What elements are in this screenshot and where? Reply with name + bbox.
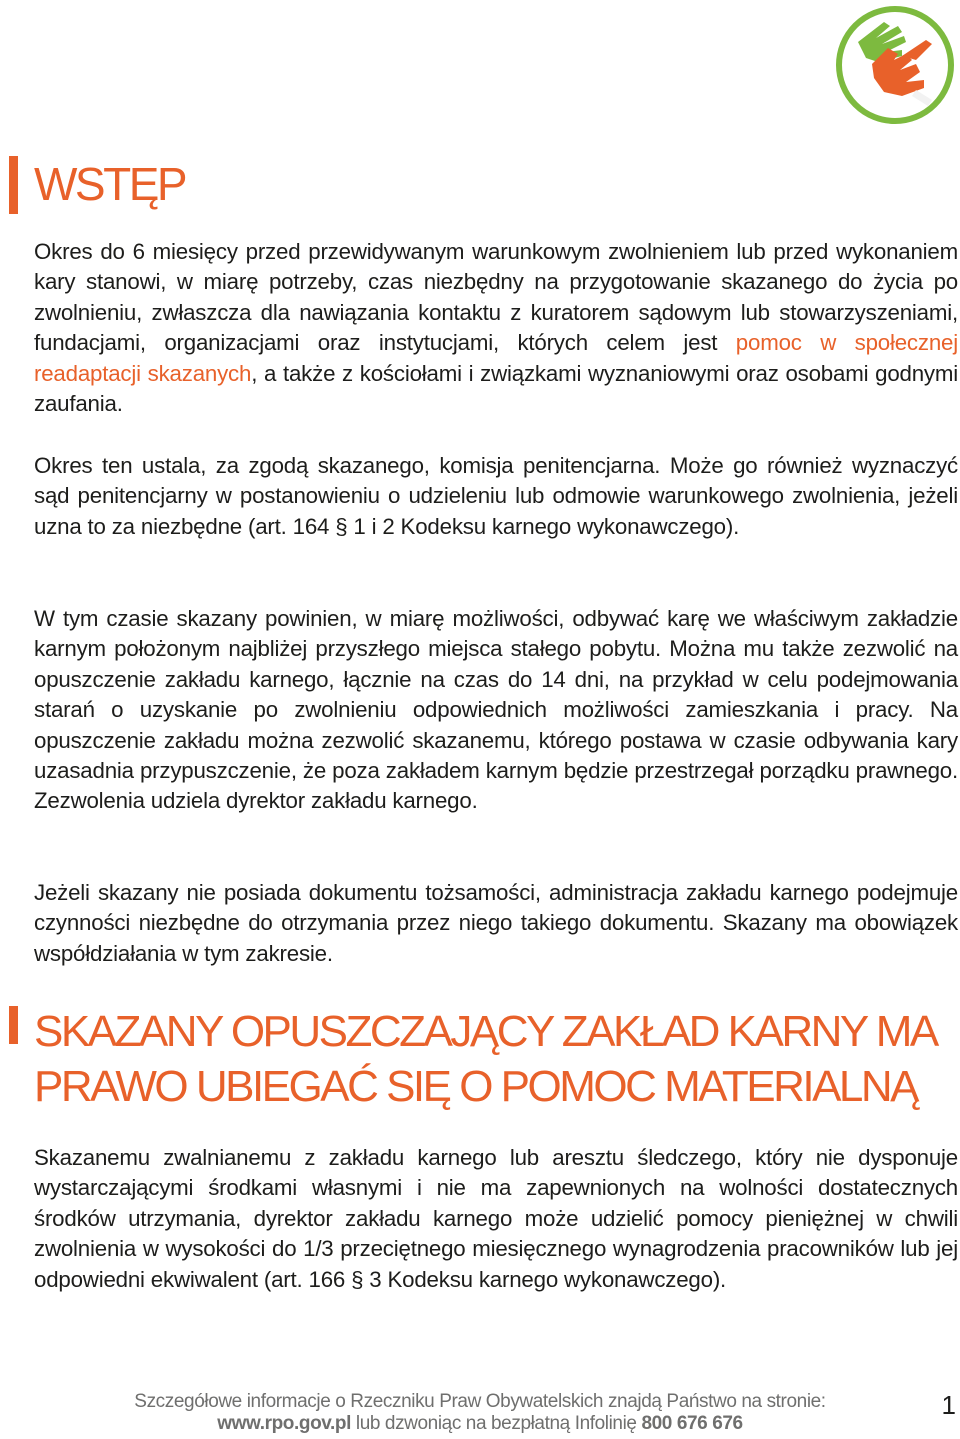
material-aid-paragraph: Skazanemu zwalnianemu z zakładu karnego lub aresztu śledczego, który nie dysponuje wystarczającymi środkami własnymi i nie ma zapewnionych na wolności dostatecznych środków utrzymania, dyrektor zakładu karnego może udzielić pomocy pieniężnej w chwili zwolnienia w wysokości do 1/3 przeciętnego miesięcznego wynagrodzenia pracowników lub jej odpowiedni ekwiwalent (art. 166 § 3 Kodeksu karnego wykonawczego). <box>34 1145 958 1292</box>
intro-paragraph-2: Okres ten ustala, za zgodą skazanego, komisja penitencjarna. Może go również wyznaczyć sąd penitencjarny w postanowieniu o udzieleniu lub odmowie warunkowego zwolnienia, jeżeli uzna to za niezbędne (art. 164 § 1 i 2 Kodeksu karnego wykonawczego). <box>34 453 958 539</box>
hotline-number: 800 676 676 <box>641 1413 743 1434</box>
heading-accent-bar <box>9 156 18 214</box>
highlighted-phrase: pomoc w społecznej readaptacji skazanych <box>34 330 958 386</box>
heading-accent-bar <box>9 1006 18 1044</box>
section-title-line-2: PRAWO UBIEGAĆ SIĘ O POMOC MATERIALNĄ <box>34 1062 918 1111</box>
section-title: WSTĘP <box>34 158 186 210</box>
page-number: 1 <box>941 1390 956 1420</box>
helping-hands-logo <box>832 2 958 128</box>
website-link[interactable]: www.rpo.gov.pl <box>217 1413 351 1434</box>
text-span: , a także z kościołami i związkami wyznaniowymi oraz osobami godnymi zaufania. <box>34 360 958 417</box>
intro-paragraph-3: W tym czasie skazany powinien, w miarę możliwości, odbywać karę we właściwym zakładzie karnym położonym najbliżej przyszłego miejsca stałego pobytu. Można mu także zezwolić na opuszczenie zakładu karnego, łącznie na czas do 14 dni, na przykład w celu podejmowania starań o uzyskanie po zwolnieniu odpowiednich możliwości zamieszkania i pracy. Na opuszczenie zakładu można zezwolić skazanemu, którego postawa w czasie odbywania kary uzasadnia przypuszczenie, że poza zakładem karnym będzie przestrzegał porządku prawnego. Zezwolenia udziela dyrektor zakładu karnego. <box>34 606 958 814</box>
intro-paragraph-1 <box>34 237 958 419</box>
footer <box>0 1391 960 1435</box>
footer-text: lub dzwoniąc na bezpłatną Infolinię <box>351 1413 642 1434</box>
section-title-line-1: SKAZANY OPUSZCZAJĄCY ZAKŁAD KARNY MA <box>34 1007 937 1056</box>
intro-paragraph-4: Jeżeli skazany nie posiada dokumentu tożsamości, administracja zakładu karnego podejmuje czynności niezbędne do otrzymania przez niego takiego dokumentu. Skazany ma obowiązek współdziałania w tym zakresie. <box>34 880 958 966</box>
text-span: Okres do 6 miesięcy przed przewidywanym warunkowym zwolnieniem lub przed wykonaniem kary stanowi, w miarę potrzeby, czas niezbędny na przygotowanie skazanego do życia po zwolnieniu, zwłaszcza dla nawiązania kontaktu z kuratorem sądowym lub stowarzyszeniami, fundacjami, organizacjami oraz instytucjami, których celem jest <box>34 239 958 356</box>
footer-info-line: Szczegółowe informacje o Rzeczniku Praw Obywatelskich znajdą Państwo na stronie: <box>134 1391 826 1412</box>
footer-contact-line <box>0 1413 960 1435</box>
